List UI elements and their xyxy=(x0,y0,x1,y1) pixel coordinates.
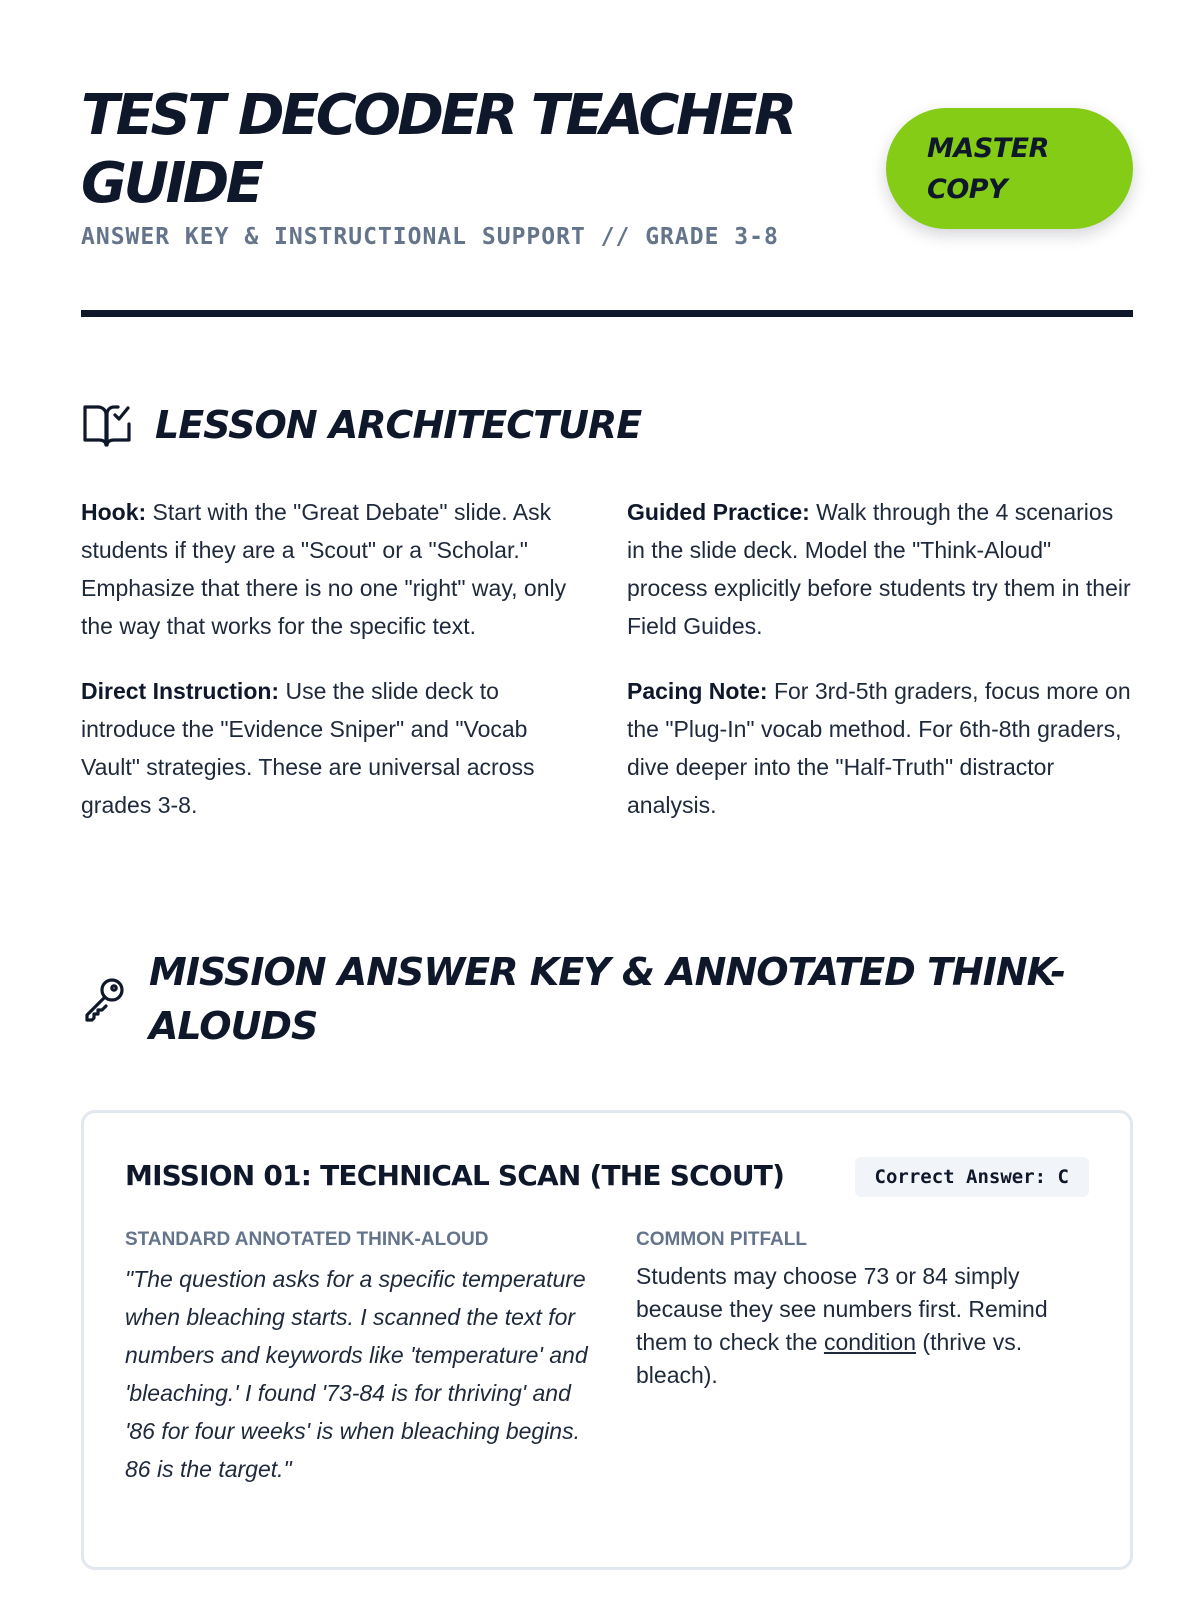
correct-answer-badge: Correct Answer: C xyxy=(855,1157,1089,1197)
mission-01-card xyxy=(81,1110,1133,1570)
think-aloud-column xyxy=(125,1229,595,1488)
common-pitfall-label: COMMON PITFALL xyxy=(636,1229,807,1250)
lesson-columns xyxy=(81,493,1133,851)
pitfall-condition-term: condition xyxy=(823,1329,917,1355)
teacher-guide-page xyxy=(81,0,1133,1482)
badge-line-1: MASTER xyxy=(927,133,1049,164)
lesson-column-right xyxy=(627,493,1133,851)
pacing-note-text: For 3rd-5th graders, focus more on the "Plug-In" vocab method. For 6th-8th graders, dive deeper into the "Half-Truth" distractor analysis. xyxy=(627,678,1131,818)
guided-practice-label: Guided Practice: xyxy=(627,499,810,525)
mission-01-title: MISSION 01: TECHNICAL SCAN (THE SCOUT) xyxy=(125,1159,785,1192)
lesson-architecture-title: LESSON ARCHITECTURE xyxy=(155,403,642,447)
hook-label: Hook: xyxy=(81,499,147,525)
mission-answer-key-title: MISSION ANSWER KEY & ANNOTATED THINK-ALOUDS xyxy=(149,950,1066,1048)
pacing-note-label: Pacing Note: xyxy=(627,678,768,704)
mission-01-columns xyxy=(125,1229,1089,1488)
hook-paragraph xyxy=(81,493,587,645)
master-copy-badge xyxy=(886,108,1133,229)
common-pitfall-text xyxy=(636,1260,1089,1392)
direct-instruction-paragraph xyxy=(81,672,587,824)
common-pitfall-column xyxy=(636,1229,1089,1488)
pitfall-text-end: (thrive vs. bleach). xyxy=(636,1329,1023,1388)
pitfall-text-start: Students may choose 73 or 84 simply because they see numbers first. Remind them to check the xyxy=(636,1263,1048,1355)
page-header xyxy=(81,0,1133,318)
guided-practice-paragraph xyxy=(627,493,1133,645)
header-divider xyxy=(81,310,1133,317)
guided-practice-text: Walk through the 4 scenarios in the slide deck. Model the "Think-Aloud" process explicitly before students try them in their Field Guides. xyxy=(627,499,1131,639)
key-icon xyxy=(81,975,133,1027)
hook-text: Start with the "Great Debate" slide. Ask students if they are a "Scout" or a "Scholar." Emphasize that there is no one "right" way, only the way that works for the specific text. xyxy=(81,499,567,639)
book-check-icon xyxy=(81,400,133,452)
think-aloud-text: "The question asks for a specific temperature when bleaching starts. I scanned the text for numbers and keywords like 'temperature' and 'bleaching.' I found '73-84 is for thriving' and '86 for four weeks' is when bleaching begins. 86 is the target." xyxy=(125,1266,588,1482)
think-aloud-label: STANDARD ANNOTATED THINK-ALOUD xyxy=(125,1229,489,1250)
direct-instruction-text: Use the slide deck to introduce the "Evidence Sniper" and "Vocab Vault" strategies. These are universal across grades 3-8. xyxy=(81,678,535,818)
page-title: TEST DECODER TEACHER GUIDE xyxy=(81,83,794,216)
lesson-architecture-heading xyxy=(81,398,641,452)
direct-instruction-label: Direct Instruction: xyxy=(81,678,280,704)
lesson-column-left xyxy=(81,493,587,851)
pacing-note-paragraph xyxy=(627,672,1133,824)
badge-line-2: COPY xyxy=(927,174,1008,205)
mission-answer-key-heading xyxy=(81,945,1133,1053)
page-subtitle: ANSWER KEY & INSTRUCTIONAL SUPPORT // GRADE 3-8 xyxy=(81,224,779,250)
